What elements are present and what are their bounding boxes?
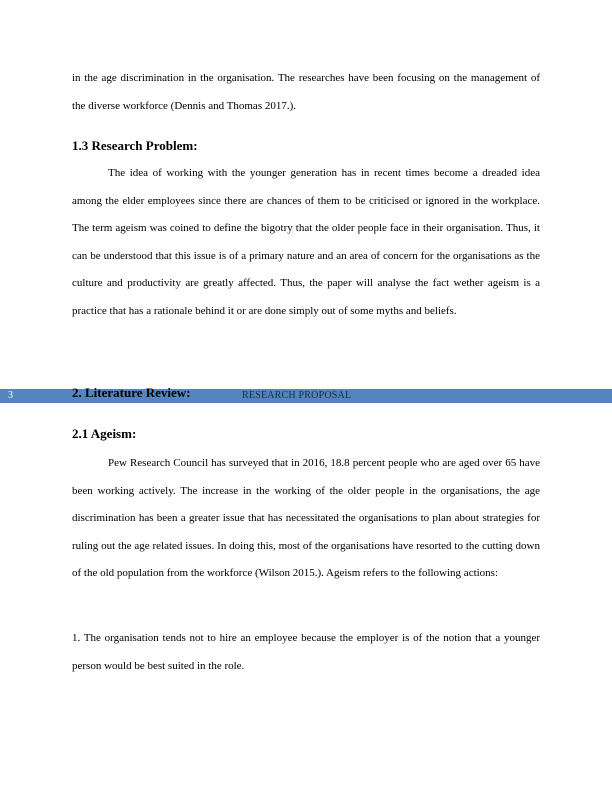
running-header-title: RESEARCH PROPOSAL — [242, 390, 352, 401]
section-2-1-heading: 2.1 Ageism: — [72, 426, 137, 441]
intro-continued-paragraph: in the age discrimination in the organisation. The researches have been focusing on the management of the diverse workforce (Dennis and Thomas 2017.). — [72, 72, 540, 112]
section-1-3-heading: 1.3 Research Problem: — [72, 138, 198, 153]
ageism-paragraph: Pew Research Council has surveyed that in 2016, 18.8 percent people who are aged over 65 have been working actively. The increase in the working of the older people in the organisations, the age discrimination has been a greater issue that has necessitated the organisations to plan about strategies for ruling out the age related issues. In doing this, most of the organisations have resorted to the cutting down of the old population from the workforce (Wilson 2015.). Ageism refers to the following actions: — [72, 457, 540, 579]
section-2-heading: 2. Literature Review: — [72, 385, 191, 400]
list-item-1: 1. The organisation tends not to hire an employee because the employer is of the notion that a younger person would be best suited in the role. — [72, 632, 540, 672]
page-number: 3 — [8, 390, 13, 401]
research-problem-paragraph: The idea of working with the younger generation has in recent times become a dreaded idea among the elder employees since there are chances of them to be criticised or ignored in the workplace. The term ageism was coined to define the bigotry that the older people face in their organisation. Thus, it can be understood that this issue is of a primary nature and an area of concern for the organisations as the culture and productivity are greatly affected. Thus, the paper will analyse the fact wether ageism is a practice that has a rationale behind it or are done simply out of some myths and beliefs. — [72, 167, 540, 317]
